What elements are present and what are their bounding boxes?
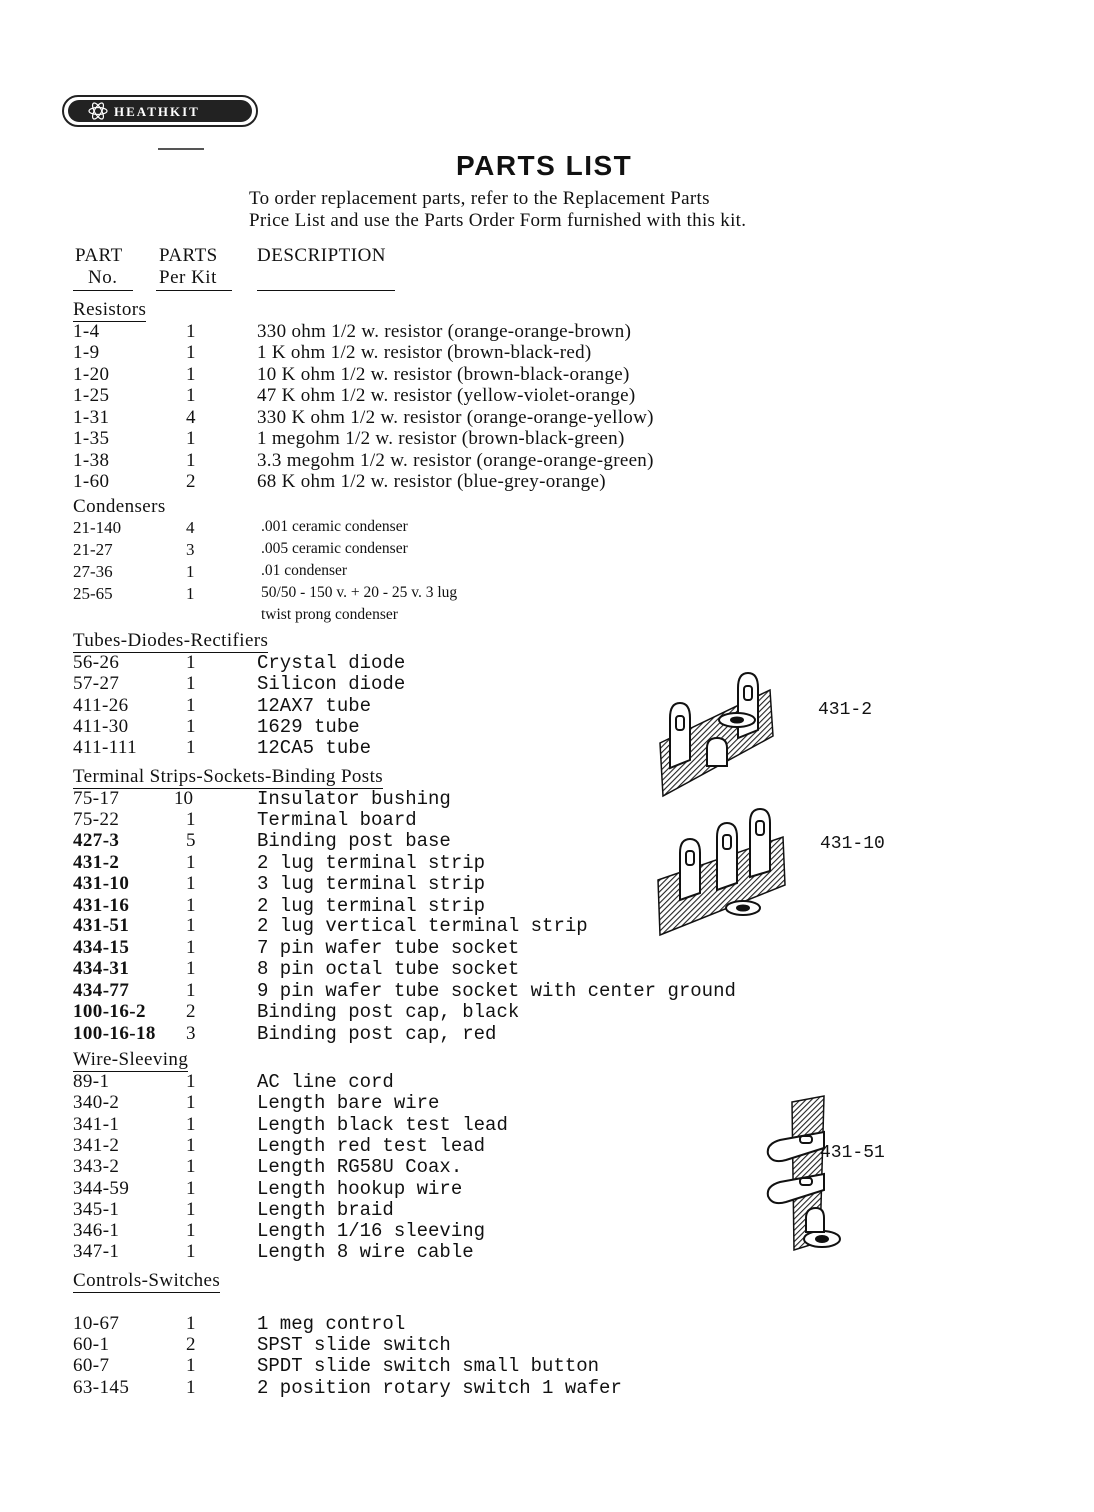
list-item: 100-16-18 3 Binding post cap, red (73, 1023, 497, 1045)
list-item: 431-16 1 2 lug terminal strip (73, 895, 486, 917)
intro-line-1: To order replacement parts, refer to the Replacement Parts (249, 188, 710, 209)
list-item: 75-17 10 Insulator bushing (73, 788, 451, 810)
header-underline (156, 290, 232, 291)
list-item: 347-1 1 Length 8 wire cable (73, 1241, 474, 1263)
category-heading: Terminal Strips-Sockets-Binding Posts (73, 766, 384, 787)
header-no: No. (88, 267, 118, 288)
list-item: 343-2 1 Length RG58U Coax. (73, 1156, 463, 1178)
header-per-kit: Per Kit (159, 267, 217, 288)
list-item: 60-7 1 SPDT slide switch small button (73, 1355, 600, 1377)
list-item: 341-2 1 Length red test lead (73, 1135, 486, 1157)
terminal-strip-3-lug-illustration (655, 805, 795, 943)
list-item: 21-27 3 .005 ceramic condenser (73, 540, 408, 559)
list-item: 1-60 2 68 K ohm 1/2 w. resistor (blue-grey-orange) (73, 471, 606, 492)
list-item: 431-51 1 2 lug vertical terminal strip (73, 915, 588, 937)
category-heading: Wire-Sleeving (73, 1049, 189, 1070)
terminal-strip-2-lug-illustration (655, 668, 795, 803)
list-item: 431-10 1 3 lug terminal strip (73, 873, 486, 895)
list-item: 21-140 4 .001 ceramic condenser (73, 518, 408, 537)
list-item: 1-35 1 1 megohm 1/2 w. resistor (brown-black-green) (73, 428, 625, 449)
list-item: 434-77 1 9 pin wafer tube socket with center ground (73, 980, 736, 1002)
terminal-strip-vertical-illustration (762, 1092, 852, 1257)
list-item: 341-1 1 Length black test lead (73, 1114, 508, 1136)
list-item: 427-3 5 Binding post base (73, 830, 451, 852)
category-heading: Tubes-Diodes-Rectifiers (73, 630, 269, 651)
list-item: 411-26 1 12AX7 tube (73, 695, 372, 717)
list-item: 27-36 1 .01 condenser (73, 562, 348, 581)
heathkit-logo (62, 94, 258, 128)
header-underline (257, 290, 395, 291)
list-item: 75-22 1 Terminal board (73, 809, 417, 831)
header-underline (73, 290, 133, 291)
intro-line-2: Price List and use the Parts Order Form furnished with this kit. (249, 210, 747, 231)
list-item: 344-59 1 Length hookup wire (73, 1178, 463, 1200)
list-item: 1-25 1 47 K ohm 1/2 w. resistor (yellow-violet-orange) (73, 385, 636, 406)
header-part: PART (75, 245, 123, 266)
list-item: 411-30 1 1629 tube (73, 716, 360, 738)
list-item: 434-15 1 7 pin wafer tube socket (73, 937, 520, 959)
list-item: 431-2 1 2 lug terminal strip (73, 852, 486, 874)
list-item: 1-38 1 3.3 megohm 1/2 w. resistor (orange-orange-green) (73, 450, 654, 471)
header-description: DESCRIPTION (257, 245, 387, 266)
list-item: 100-16-2 2 Binding post cap, black (73, 1001, 520, 1023)
list-item: 411-111 1 12CA5 tube (73, 737, 372, 759)
list-item: 60-1 2 SPST slide switch (73, 1334, 451, 1356)
list-item: 1-9 1 1 K ohm 1/2 w. resistor (brown-black-red) (73, 342, 592, 363)
figure-label: 431-51 (820, 1143, 885, 1163)
figure-label: 431-2 (818, 700, 873, 720)
brand-text: HEATHKIT (114, 104, 200, 119)
list-item-continuation: twist prong condenser (261, 606, 398, 623)
divider (158, 148, 204, 150)
list-item: 89-1 1 AC line cord (73, 1071, 394, 1093)
list-item: 57-27 1 Silicon diode (73, 673, 406, 695)
list-item: 346-1 1 Length 1/16 sleeving (73, 1220, 486, 1242)
category-heading: Condensers (73, 496, 166, 517)
list-item: 1-4 1 330 ohm 1/2 w. resistor (orange-orange-brown) (73, 321, 632, 342)
list-item: 63-145 1 2 position rotary switch 1 wafer (73, 1377, 622, 1399)
list-item: 345-1 1 Length braid (73, 1199, 394, 1221)
list-item: 1-31 4 330 K ohm 1/2 w. resistor (orange-orange-yellow) (73, 407, 654, 428)
list-item: 1-20 1 10 K ohm 1/2 w. resistor (brown-black-orange) (73, 364, 630, 385)
list-item: 56-26 1 Crystal diode (73, 652, 406, 674)
category-heading: Resistors (73, 299, 147, 320)
page-title: PARTS LIST (456, 150, 633, 181)
list-item: 434-31 1 8 pin octal tube socket (73, 958, 520, 980)
list-item: 340-2 1 Length bare wire (73, 1092, 440, 1114)
header-parts: PARTS (159, 245, 218, 266)
list-item: 10-67 1 1 meg control (73, 1313, 406, 1335)
list-item: 25-65 1 50/50 - 150 v. + 20 - 25 v. 3 lug (73, 584, 458, 603)
figure-label: 431-10 (820, 834, 885, 854)
category-heading: Controls-Switches (73, 1270, 221, 1291)
